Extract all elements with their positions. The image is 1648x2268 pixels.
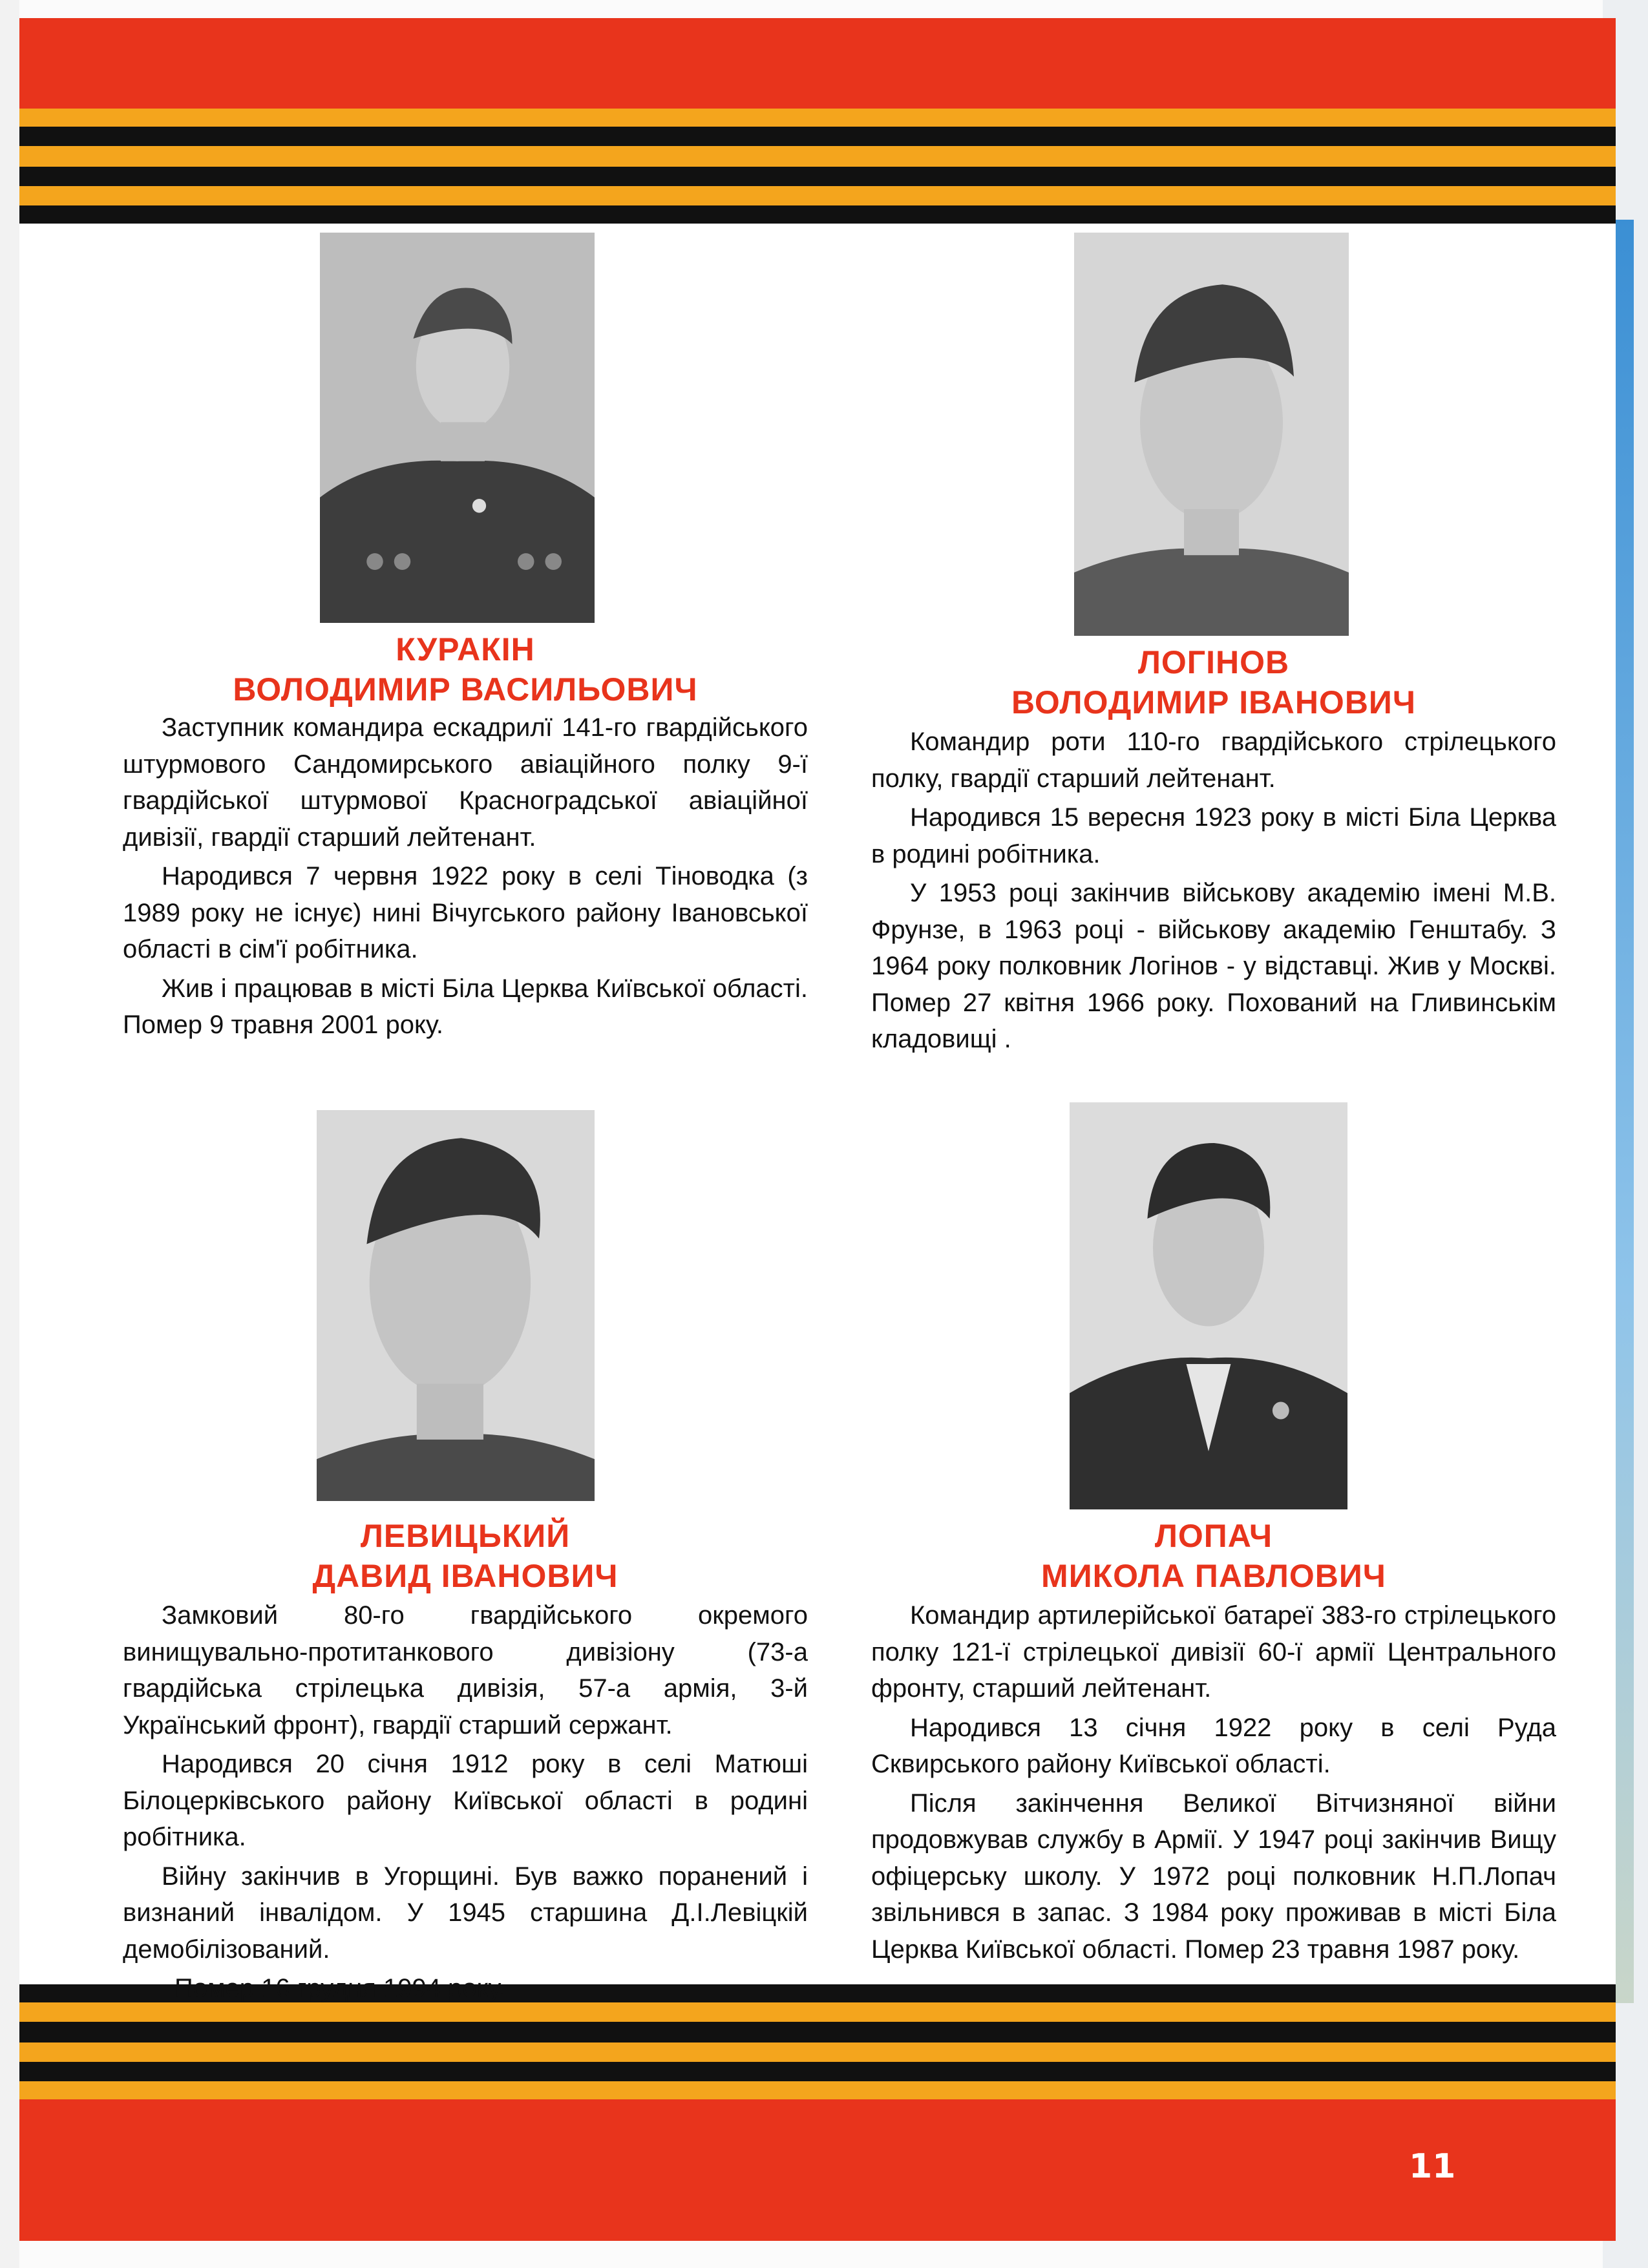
given-names: ВОЛОДИМИР ІВАНОВИЧ	[1011, 684, 1416, 720]
bio-paragraph: Помер 16 грудня 1994 року.	[174, 1974, 506, 2002]
hero-name-lopach	[871, 1516, 1556, 1596]
portrait-photo-levytskyi	[317, 1110, 595, 1501]
page-number: 11	[1409, 2147, 1456, 2186]
bio-paragraph: Командир артилерійської батареї 383-го стрілецького полку 121-ї стрілецької дивізії 60-ї армії Центрального фронту, старший лейтенант.	[871, 1601, 1556, 1703]
surname: КУРАКІН	[396, 631, 535, 667]
bio-paragraph: Війну закінчив в Угорщині. Був важко поранений і визнаний інвалідом. У 1945 старшина Д.І.Левіцкій демобілізований.	[123, 1862, 808, 1964]
bio-paragraph: Народився 7 червня 1922 року в селі Тіноводка (з 1989 року не існує) нині Вічугського району Івановської області в сім'ї робітника.	[123, 862, 808, 963]
bio-levytskyi	[123, 1597, 808, 2007]
bio-kurakin	[123, 709, 808, 1044]
hero-name-levytskyi	[123, 1516, 808, 1596]
bio-paragraph: Жив і працював в місті Біла Церква Київської області. Помер 9 травня 2001 року.	[123, 974, 808, 1039]
given-names: ВОЛОДИМИР ВАСИЛЬОВИЧ	[233, 671, 698, 708]
page-edge-left	[0, 0, 19, 2268]
surname: ЛОГІНОВ	[1137, 644, 1290, 680]
bio-paragraph: Народився 13 січня 1922 року в селі Руда Сквирського району Київської області.	[871, 1713, 1556, 1778]
book-page	[19, 18, 1616, 2241]
portrait-photo-lopach	[1070, 1102, 1347, 1509]
surname: ЛОПАЧ	[1154, 1518, 1273, 1554]
given-names: МИКОЛА ПАВЛОВИЧ	[1041, 1558, 1386, 1594]
bio-paragraph: Командир роти 110-го гвардійського стрілецького полку, гвардії старший лейтенант.	[871, 728, 1556, 793]
st-george-ribbon-top	[19, 109, 1616, 224]
hero-name-kurakin	[123, 629, 808, 709]
bio-paragraph: Народився 15 вересня 1923 року в місті Біла Церква в родині робітника.	[871, 803, 1556, 868]
hero-name-loginov	[871, 642, 1556, 722]
bio-paragraph: Заступник командира ескадрилї 141-го гвардійського штурмового Сандомирського авіаційного полку 9-ї гвардійської штурмової Красноградської авіаційної дивізії, гвардії старший лейтенант.	[123, 713, 808, 852]
portrait-photo-loginov	[1074, 233, 1349, 636]
bio-paragraph: Замковий 80-го гвардійського окремого винищувально-протитанкового дивізіону (73-а гвардійська стрілецька дивізія, 57-а армія, 3-й Український фронт), гвардії старший сержант.	[123, 1601, 808, 1739]
given-names: ДАВИД ІВАНОВИЧ	[312, 1558, 618, 1594]
portrait-photo-kurakin	[320, 233, 595, 623]
bio-paragraph: У 1953 році закінчив військову академію імені М.В. Фрунзе, в 1963 році - військову академію Генштабу. З 1964 року полковник Логінов - у відставці. Жив у Москві. Помер 27 квітня 1966 року. Похований на Гливинськім кладовищі .	[871, 879, 1556, 1053]
bio-paragraph: Після закінчення Великої Вітчизняної війни продовжував службу в Армії. У 1947 році закінчив Вищу офіцерську школу. У 1972 році полковник Н.П.Лопач звільнився в запас. З 1984 року проживав в місті Біла Церква Київської області. Помер 23 травня 1987 року.	[871, 1789, 1556, 1964]
bio-lopach	[871, 1597, 1556, 1968]
bio-paragraph: Народився 20 січня 1912 року в селі Матюші Білоцерківського району Київської області в родині робітника.	[123, 1750, 808, 1851]
bio-loginov	[871, 724, 1556, 1058]
surname: ЛЕВИЦЬКИЙ	[360, 1518, 571, 1554]
